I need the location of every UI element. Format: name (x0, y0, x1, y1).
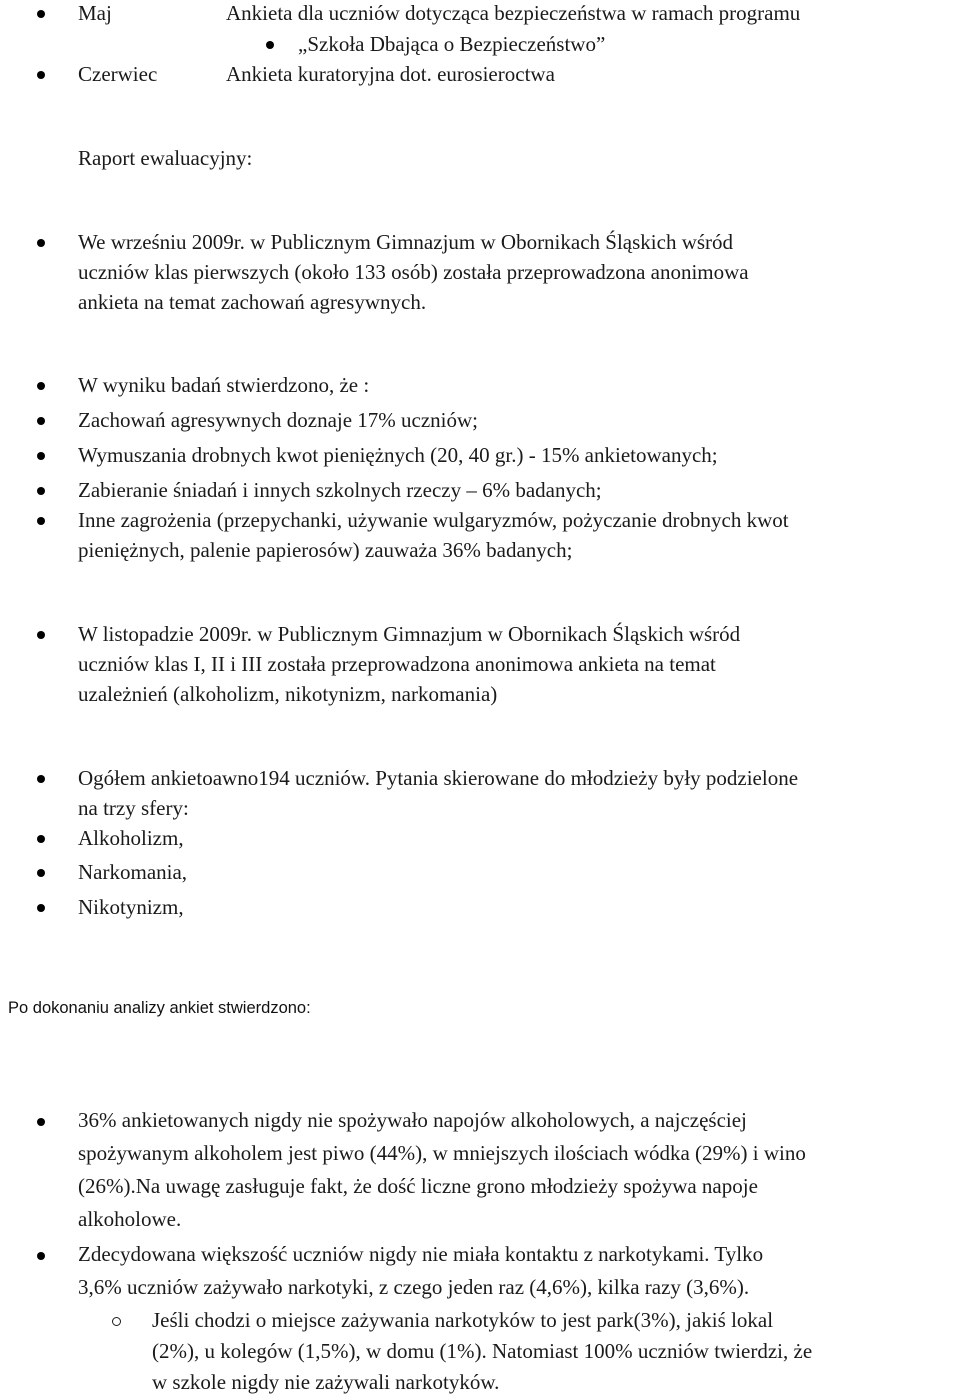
schedule-description: „Szkoła Dbająca o Bezpieczeństwo” (298, 32, 606, 56)
report-heading: Raport ewaluacyjny: (78, 146, 253, 170)
paragraph-line: Zdecydowana większość uczniów nigdy nie miała kontaktu z narkotykami. Tylko (78, 1242, 764, 1266)
paragraph-line: uzależnień (alkoholizm, nikotynizm, narkomania) (78, 682, 498, 706)
bullet-icon (37, 904, 45, 912)
schedule-month: Maj (78, 1, 112, 25)
bullet-icon (37, 452, 45, 460)
circle-bullet-icon (112, 1317, 121, 1326)
finding-item: Zabieranie śniadań i innych szkolnych rzeczy – 6% badanych; (78, 478, 602, 502)
paragraph-line: Jeśli chodzi o miejsce zażywania narkotyków to jest park(3%), jakiś lokal (152, 1308, 774, 1332)
paragraph-line: (2%), u kolegów (1,5%), w domu (1%). Natomiast 100% uczniów twierdzi, że (152, 1339, 813, 1363)
paragraph-line: uczniów klas I, II i III została przeprowadzona anonimowa ankieta na temat (78, 652, 716, 676)
sphere-item: Alkoholizm, (78, 826, 184, 850)
finding-item: Inne zagrożenia (przepychanki, używanie wulgaryzmów, pożyczanie drobnych kwot (78, 508, 789, 532)
bullet-icon (37, 869, 45, 877)
paragraph-line: We wrześniu 2009r. w Publicznym Gimnazjum w Obornikach Śląskich wśród (78, 230, 734, 254)
bullet-icon (37, 71, 45, 79)
paragraph-line: 36% ankietowanych nigdy nie spożywało napojów alkoholowych, a najczęściej (78, 1108, 747, 1132)
bullet-icon (37, 835, 45, 843)
paragraph-line: (26%).Na uwagę zasługuje fakt, że dość liczne grono młodzieży spożywa napoje (78, 1174, 758, 1198)
paragraph-line: w szkole nigdy nie zażywali narkotyków. (152, 1370, 500, 1394)
bullet-icon (37, 1252, 45, 1260)
bullet-icon (37, 10, 45, 18)
bullet-icon (37, 1118, 45, 1126)
bullet-icon (37, 417, 45, 425)
bullet-icon (37, 239, 45, 247)
paragraph-line: W listopadzie 2009r. w Publicznym Gimnazjum w Obornikach Śląskich wśród (78, 622, 741, 646)
sphere-item: Nikotynizm, (78, 895, 184, 919)
schedule-month: Czerwiec (78, 62, 158, 86)
finding-item: Wymuszania drobnych kwot pieniężnych (20, 40 gr.) - 15% ankietowanych; (78, 443, 718, 467)
paragraph-line: alkoholowe. (78, 1207, 182, 1231)
finding-item: Zachowań agresywnych doznaje 17% uczniów; (78, 408, 479, 432)
bullet-icon (266, 41, 274, 49)
bullet-icon (37, 487, 45, 495)
paragraph-line: uczniów klas pierwszych (około 133 osób) została przeprowadzona anonimowa (78, 260, 749, 284)
paragraph-line: ankieta na temat zachowań agresywnych. (78, 290, 427, 314)
schedule-description: Ankieta dla uczniów dotycząca bezpieczeństwa w ramach programu (226, 1, 801, 25)
paragraph-line: na trzy sfery: (78, 796, 189, 820)
bullet-icon (37, 775, 45, 783)
bullet-icon (37, 631, 45, 639)
schedule-description: Ankieta kuratoryjna dot. eurosieroctwa (226, 62, 555, 86)
paragraph-line: Ogółem ankietoawno194 uczniów. Pytania skierowane do młodzieży były podzielone (78, 766, 799, 790)
finding-item: pieniężnych, palenie papierosów) zauważa 36% badanych; (78, 538, 573, 562)
bullet-icon (37, 517, 45, 525)
bullet-icon (37, 382, 45, 390)
paragraph-line: 3,6% uczniów zażywało narkotyki, z czego jeden raz (4,6%), kilka razy (3,6%). (78, 1275, 750, 1299)
sphere-item: Narkomania, (78, 860, 188, 884)
finding-item: W wyniku badań stwierdzono, że : (78, 373, 370, 397)
analysis-heading: Po dokonaniu analizy ankiet stwierdzono: (8, 999, 311, 1017)
paragraph-line: spożywanym alkoholem jest piwo (44%), w mniejszych ilościach wódka (29%) i wino (78, 1141, 806, 1165)
